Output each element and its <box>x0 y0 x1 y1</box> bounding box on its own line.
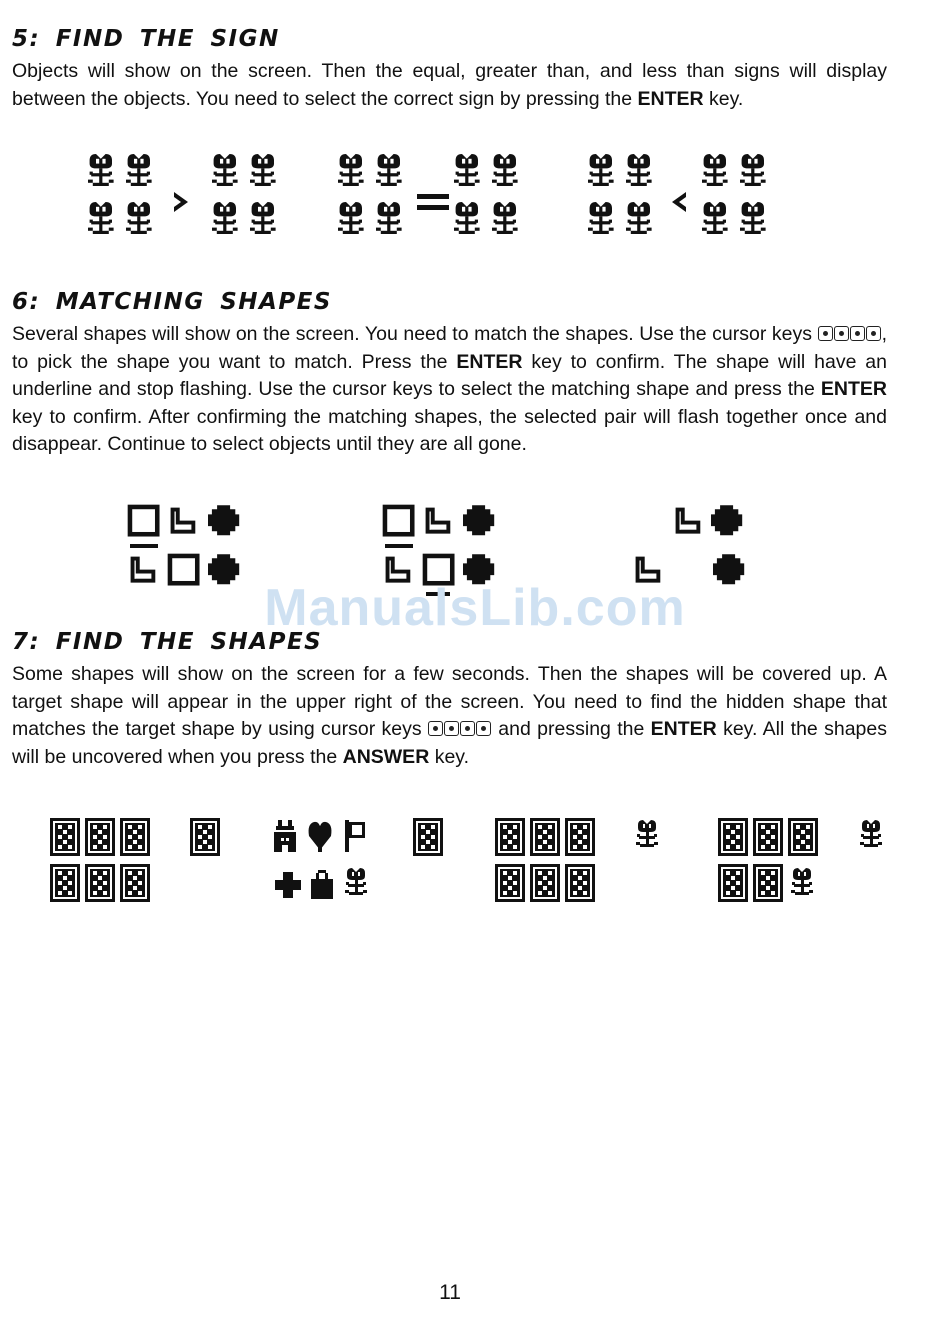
page-number: 11 <box>439 1281 461 1304</box>
section-5-text-1: Objects will show on the screen. Then the equal, greater than, and less than signs will display between the objects. You need to select the correct sign by pressing the <box>12 60 887 110</box>
section-find-the-sign <box>12 26 887 113</box>
less-than-sign-icon <box>672 192 686 212</box>
flower-group-greater <box>88 154 276 234</box>
find-panel-1 <box>50 818 220 902</box>
flower-group-equal <box>338 154 518 234</box>
section-6-bold-enter-2: ENTER <box>820 378 887 400</box>
section-5-bold-enter: ENTER <box>637 87 704 110</box>
find-panel-3 <box>495 818 658 902</box>
section-7-text-2: and pressing the <box>491 718 651 740</box>
section-6-text-3: key to confirm. The shape will have an underline and stop flashing. Use the cursor keys to select the matching shape and press the <box>12 350 887 400</box>
watermark: ManualsLib.com <box>264 579 686 637</box>
section-6-text-4: key to confirm. After confirming the matching shapes, the selected pair will flash together once and disappear. Continue to select objects until they are all gone. <box>12 405 887 455</box>
section-7-body <box>12 661 887 771</box>
section-7-text-1: Some shapes will show on the screen for a few seconds. Then the shapes will be covered up. A target shape will appear in the upper right of the screen. You need to find the hidden shape that matches the target shape by using cursor keys <box>12 663 887 740</box>
section-7-bold-answer: ANSWER <box>342 745 430 768</box>
cursor-keys-icon <box>818 323 882 345</box>
section-5-title: 5: FIND THE SIGN <box>12 26 280 52</box>
section-find-the-shapes <box>12 629 887 771</box>
section-5-body <box>12 58 887 113</box>
find-panel-4 <box>718 818 882 902</box>
section-7-text-3: key. All the shapes will be uncovered when you press the <box>12 718 887 768</box>
section-6-title: 6: MATCHING SHAPES <box>12 289 332 315</box>
section-5-text-2: key. <box>703 87 744 110</box>
cursor-keys-icon <box>428 718 492 740</box>
find-panel-2 <box>274 818 443 899</box>
section-6-text-1: Several shapes will show on the screen. You need to match the shapes. Use the cursor keys <box>12 323 818 345</box>
section-6-text-2: , to pick the shape you want to match. Press the <box>12 323 887 373</box>
underline-marker <box>130 544 158 548</box>
equal-sign-icon <box>417 194 449 199</box>
flower-group-less <box>588 154 766 234</box>
greater-than-sign-icon <box>174 192 188 212</box>
underline-marker <box>385 544 413 548</box>
find-the-shapes-illustration <box>48 816 893 908</box>
section-7-bold-enter: ENTER <box>650 718 717 740</box>
section-matching-shapes <box>12 289 887 459</box>
matching-panel-1 <box>130 505 239 584</box>
matching-panel-3 <box>636 505 745 584</box>
section-6-body <box>12 321 887 459</box>
section-7-text-4: key. <box>429 745 470 768</box>
find-the-sign-illustration <box>80 152 800 252</box>
section-6-bold-enter-1: ENTER <box>456 350 523 373</box>
section-7-title: 7: FIND THE SHAPES <box>12 629 323 655</box>
